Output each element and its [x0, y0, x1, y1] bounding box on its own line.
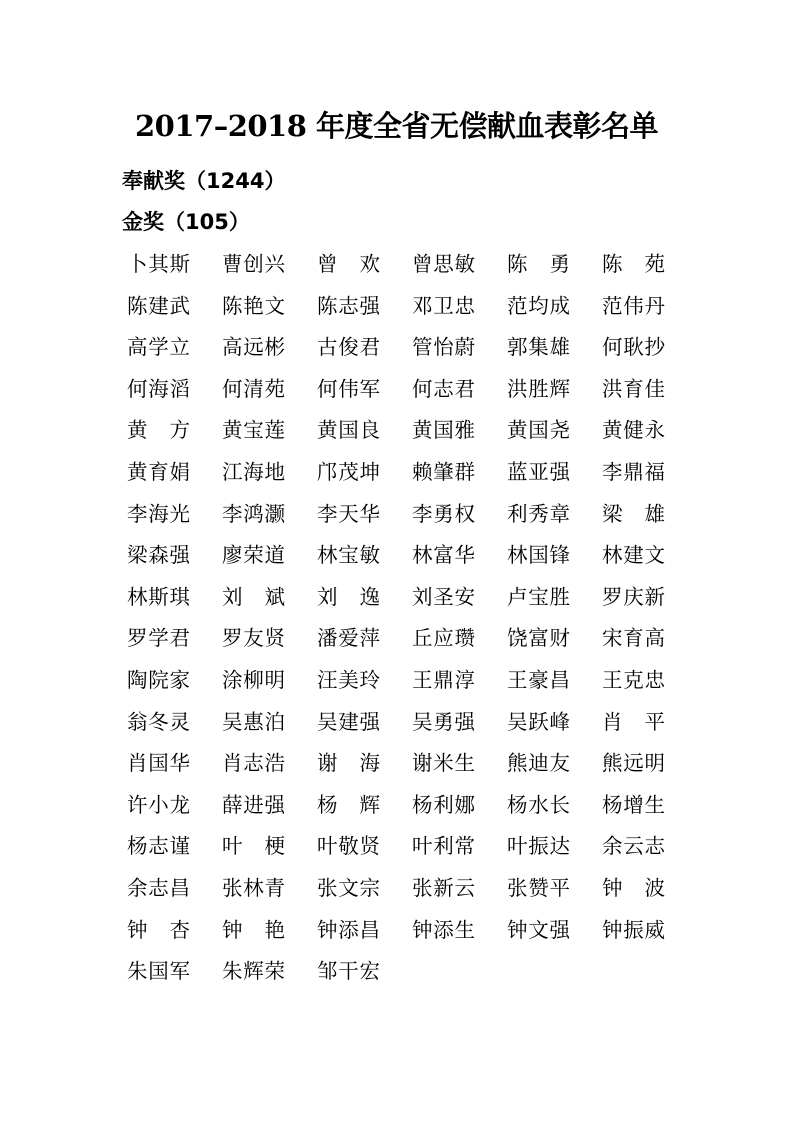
honoree-name — [317, 913, 412, 947]
honoree-name — [222, 497, 317, 531]
honoree-name — [127, 663, 222, 697]
honoree-name — [507, 372, 602, 406]
honoree-name — [317, 788, 412, 822]
honoree-name-text: 曹创兴 — [222, 252, 285, 276]
honoree-name-text: 李勇权 — [412, 501, 475, 526]
honoree-name-text: 薛进强 — [222, 792, 285, 817]
honoree-name-text: 范伟丹 — [602, 293, 665, 318]
honoree-name-text: 朱国军 — [127, 959, 190, 984]
honoree-name — [507, 746, 602, 780]
honoree-name-text: 陈艳文 — [222, 293, 285, 318]
honoree-name — [507, 580, 602, 614]
honoree-name-text: 陈 苑 — [602, 252, 665, 276]
honoree-name — [127, 497, 222, 531]
honoree-name-text: 刘 逸 — [317, 584, 380, 609]
honoree-name — [222, 871, 317, 905]
honoree-name-text: 张新云 — [412, 875, 475, 900]
honoree-name — [317, 580, 412, 614]
honoree-name — [222, 788, 317, 822]
honoree-name-text: 何海滔 — [127, 376, 190, 401]
honoree-name-text: 赖肇群 — [412, 459, 475, 484]
honoree-name — [602, 705, 697, 739]
honoree-name-text: 吴勇强 — [412, 709, 475, 734]
honoree-name-text: 林富华 — [412, 543, 475, 568]
honoree-name — [127, 871, 222, 905]
honoree-name — [602, 913, 697, 947]
honoree-name-text: 何耿抄 — [602, 335, 665, 360]
honoree-name-text: 邝茂坤 — [317, 459, 380, 484]
honoree-name-text: 吴跃峰 — [507, 709, 570, 734]
honoree-name — [602, 663, 697, 697]
honoree-name-text: 古俊君 — [317, 335, 380, 360]
honoree-name — [127, 538, 222, 572]
honoree-name — [602, 871, 697, 905]
honoree-name — [507, 788, 602, 822]
honoree-name-text: 黄国良 — [317, 418, 380, 443]
honoree-name — [412, 413, 507, 447]
honoree-name — [507, 871, 602, 905]
honoree-name-text: 洪胜辉 — [507, 376, 570, 401]
honoree-name — [602, 413, 697, 447]
honoree-name-text: 罗学君 — [127, 626, 190, 651]
honoree-name-text: 刘圣安 — [412, 584, 475, 609]
honoree-name-text: 江海地 — [222, 459, 285, 484]
honoree-name — [317, 455, 412, 489]
honoree-name-text: 李海光 — [127, 501, 190, 526]
honoree-name-text: 林斯琪 — [127, 584, 190, 609]
honoree-name-text: 林国锋 — [507, 543, 570, 568]
honoree-name — [412, 788, 507, 822]
honoree-name-text: 郭集雄 — [507, 335, 570, 360]
honoree-name-text: 李鼎福 — [602, 459, 665, 484]
honoree-name-text: 范均成 — [507, 293, 570, 318]
honoree-name-text: 陈 勇 — [507, 252, 570, 276]
honoree-name-text: 叶利常 — [412, 834, 475, 859]
honoree-name-text: 吴惠泊 — [222, 709, 285, 734]
honoree-name — [317, 829, 412, 863]
honoree-name-text: 翁冬灵 — [127, 709, 190, 734]
honoree-name — [412, 871, 507, 905]
honoree-name-text: 曾 欢 — [317, 252, 380, 276]
honoree-name-text: 王豪昌 — [507, 667, 570, 692]
honoree-name-text: 钟 艳 — [222, 917, 285, 942]
honoree-name — [602, 372, 697, 406]
honoree-name — [127, 289, 222, 323]
honoree-name — [507, 705, 602, 739]
honoree-name — [602, 621, 697, 655]
honoree-name — [412, 913, 507, 947]
honoree-name — [602, 455, 697, 489]
honoree-name — [602, 746, 697, 780]
honoree-name-text: 王克忠 — [602, 667, 665, 692]
honoree-name — [602, 580, 697, 614]
honoree-name — [127, 580, 222, 614]
honoree-name — [222, 538, 317, 572]
honoree-name-text: 刘 斌 — [222, 584, 285, 609]
honoree-name — [412, 538, 507, 572]
honoree-name-text: 余志昌 — [127, 875, 190, 900]
honoree-name-text: 熊迪友 — [507, 751, 570, 776]
honoree-name-text: 张文宗 — [317, 875, 380, 900]
honoree-name-text: 王鼎淳 — [412, 667, 475, 692]
honoree-name — [507, 330, 602, 364]
honoree-name — [412, 580, 507, 614]
honoree-name — [222, 580, 317, 614]
honoree-name — [317, 621, 412, 655]
honoree-name — [317, 372, 412, 406]
honoree-name — [412, 497, 507, 531]
honoree-name-text: 黄育娟 — [127, 459, 190, 484]
honoree-name — [222, 663, 317, 697]
honoree-name — [222, 621, 317, 655]
honoree-name — [507, 538, 602, 572]
honoree-name — [317, 954, 412, 988]
honoree-name-text: 潘爱萍 — [317, 626, 380, 651]
honoree-name — [507, 663, 602, 697]
honoree-name-text: 罗庆新 — [602, 584, 665, 609]
honoree-name-text: 杨利娜 — [412, 792, 475, 817]
honoree-name — [412, 663, 507, 697]
honoree-name-text: 杨水长 — [507, 792, 570, 817]
honoree-name-text: 管怡蔚 — [412, 335, 475, 360]
honoree-name-text: 梁森强 — [127, 543, 190, 568]
honoree-name — [317, 247, 412, 281]
honoree-name-text: 钟 波 — [602, 875, 665, 900]
honoree-name — [412, 289, 507, 323]
honoree-name-text: 叶 梗 — [222, 834, 285, 859]
honoree-name-text: 杨 辉 — [317, 792, 380, 817]
honoree-name-text: 黄 方 — [127, 418, 190, 443]
honoree-name — [127, 954, 222, 988]
honoree-name-text: 黄宝莲 — [222, 418, 285, 443]
honoree-name-text: 邹干宏 — [317, 959, 380, 984]
honoree-name-text: 钟添昌 — [317, 917, 380, 942]
honoree-name — [602, 829, 697, 863]
honoree-name-text: 饶富财 — [507, 626, 570, 651]
honoree-name-text: 蓝亚强 — [507, 459, 570, 484]
honoree-name — [602, 247, 697, 281]
honoree-name-text: 宋育高 — [602, 626, 665, 651]
honoree-name — [222, 829, 317, 863]
subsection-heading: 金奖（105） — [122, 210, 250, 234]
honoree-name-text: 张林青 — [222, 875, 285, 900]
honoree-name — [317, 871, 412, 905]
honoree-name — [222, 913, 317, 947]
honoree-name — [317, 289, 412, 323]
honoree-name — [222, 247, 317, 281]
honoree-name — [127, 621, 222, 655]
honoree-name-text: 叶敬贤 — [317, 834, 380, 859]
honoree-name-text: 曾思敏 — [412, 252, 475, 276]
honoree-name-text: 谢米生 — [412, 751, 475, 776]
honoree-name — [127, 746, 222, 780]
honoree-name — [127, 705, 222, 739]
honoree-name — [412, 621, 507, 655]
honoree-name — [127, 330, 222, 364]
honoree-name — [222, 954, 317, 988]
honoree-name-text: 陈志强 — [317, 293, 380, 318]
honoree-name-text: 谢 海 — [317, 751, 380, 776]
honoree-name-text: 余云志 — [602, 834, 665, 859]
honoree-name-text: 陈建武 — [127, 293, 190, 318]
honoree-name — [127, 372, 222, 406]
honoree-name-text: 杨增生 — [602, 792, 665, 817]
honoree-name — [507, 455, 602, 489]
honoree-name-text: 肖志浩 — [222, 751, 285, 776]
honoree-name-text: 张赞平 — [507, 875, 570, 900]
honoree-name — [412, 746, 507, 780]
honoree-name-text: 吴建强 — [317, 709, 380, 734]
honoree-name-text: 杨志谨 — [127, 834, 190, 859]
honoree-name — [507, 289, 602, 323]
honoree-name — [602, 788, 697, 822]
honoree-name-text: 钟添生 — [412, 917, 475, 942]
honoree-name-text: 利秀章 — [507, 501, 570, 526]
honoree-name-text: 汪美玲 — [317, 667, 380, 692]
honoree-name — [222, 705, 317, 739]
honoree-name — [412, 330, 507, 364]
honoree-name-text: 高远彬 — [222, 335, 285, 360]
honoree-name — [507, 497, 602, 531]
honoree-name — [507, 829, 602, 863]
page-title: 2017–2018 年度全省无偿献血表彰名单 — [134, 109, 659, 143]
honoree-name-text: 熊远明 — [602, 751, 665, 776]
honoree-name-text: 朱辉荣 — [222, 959, 285, 984]
honoree-name — [222, 289, 317, 323]
honoree-name-text: 梁 雄 — [602, 501, 665, 526]
honoree-name-text: 李天华 — [317, 501, 380, 526]
honoree-name — [127, 413, 222, 447]
honoree-name — [412, 705, 507, 739]
honoree-name-text: 丘应瓒 — [412, 626, 475, 651]
honoree-name — [127, 829, 222, 863]
honoree-name — [317, 330, 412, 364]
honoree-name — [412, 372, 507, 406]
honoree-name-text: 何清苑 — [222, 376, 285, 401]
honoree-name-text: 钟振威 — [602, 917, 665, 942]
honoree-name — [222, 330, 317, 364]
honoree-name-text: 涂柳明 — [222, 667, 285, 692]
honoree-name — [507, 913, 602, 947]
honoree-name-text: 黄健永 — [602, 418, 665, 443]
honoree-name-text: 卢宝胜 — [507, 584, 570, 609]
honoree-name-text: 陶院家 — [127, 667, 190, 692]
honoree-name — [222, 746, 317, 780]
honoree-name — [602, 289, 697, 323]
name-grid — [127, 247, 697, 996]
honoree-name — [602, 330, 697, 364]
honoree-name-text: 林建文 — [602, 543, 665, 568]
honoree-name — [507, 413, 602, 447]
honoree-name — [317, 663, 412, 697]
honoree-name — [602, 538, 697, 572]
honoree-name — [222, 455, 317, 489]
honoree-name-text: 廖荣道 — [222, 543, 285, 568]
honoree-name-text: 黄国雅 — [412, 418, 475, 443]
honoree-name — [127, 913, 222, 947]
honoree-name — [602, 497, 697, 531]
honoree-name — [127, 455, 222, 489]
honoree-name-text: 钟 杏 — [127, 917, 190, 942]
honoree-name-text: 钟文强 — [507, 917, 570, 942]
honoree-name — [127, 788, 222, 822]
honoree-name-text: 洪育佳 — [602, 376, 665, 401]
honoree-name — [317, 538, 412, 572]
honoree-name — [127, 247, 222, 281]
section-heading: 奉献奖（1244） — [122, 169, 286, 193]
honoree-name — [222, 372, 317, 406]
honoree-name-text: 肖 平 — [602, 709, 665, 734]
honoree-name — [317, 413, 412, 447]
honoree-name-text: 李鸿灏 — [222, 501, 285, 526]
honoree-name-text: 高学立 — [127, 335, 190, 360]
honoree-name-text: 肖国华 — [127, 751, 190, 776]
honoree-name — [412, 455, 507, 489]
honoree-name-text: 卜其斯 — [127, 252, 190, 276]
honoree-name — [317, 746, 412, 780]
honoree-name — [412, 829, 507, 863]
honoree-name — [317, 497, 412, 531]
honoree-name-text: 叶振达 — [507, 834, 570, 859]
honoree-name-text: 罗友贤 — [222, 626, 285, 651]
honoree-name — [507, 247, 602, 281]
honoree-name — [507, 621, 602, 655]
honoree-name-text: 许小龙 — [127, 792, 190, 817]
honoree-name — [412, 247, 507, 281]
honoree-name-text: 何伟军 — [317, 376, 380, 401]
honoree-name — [222, 413, 317, 447]
honoree-name-text: 何志君 — [412, 376, 475, 401]
honoree-name-text: 邓卫忠 — [412, 293, 475, 318]
honoree-name — [317, 705, 412, 739]
honoree-name-text: 黄国尧 — [507, 418, 570, 443]
honoree-name-text: 林宝敏 — [317, 543, 380, 568]
